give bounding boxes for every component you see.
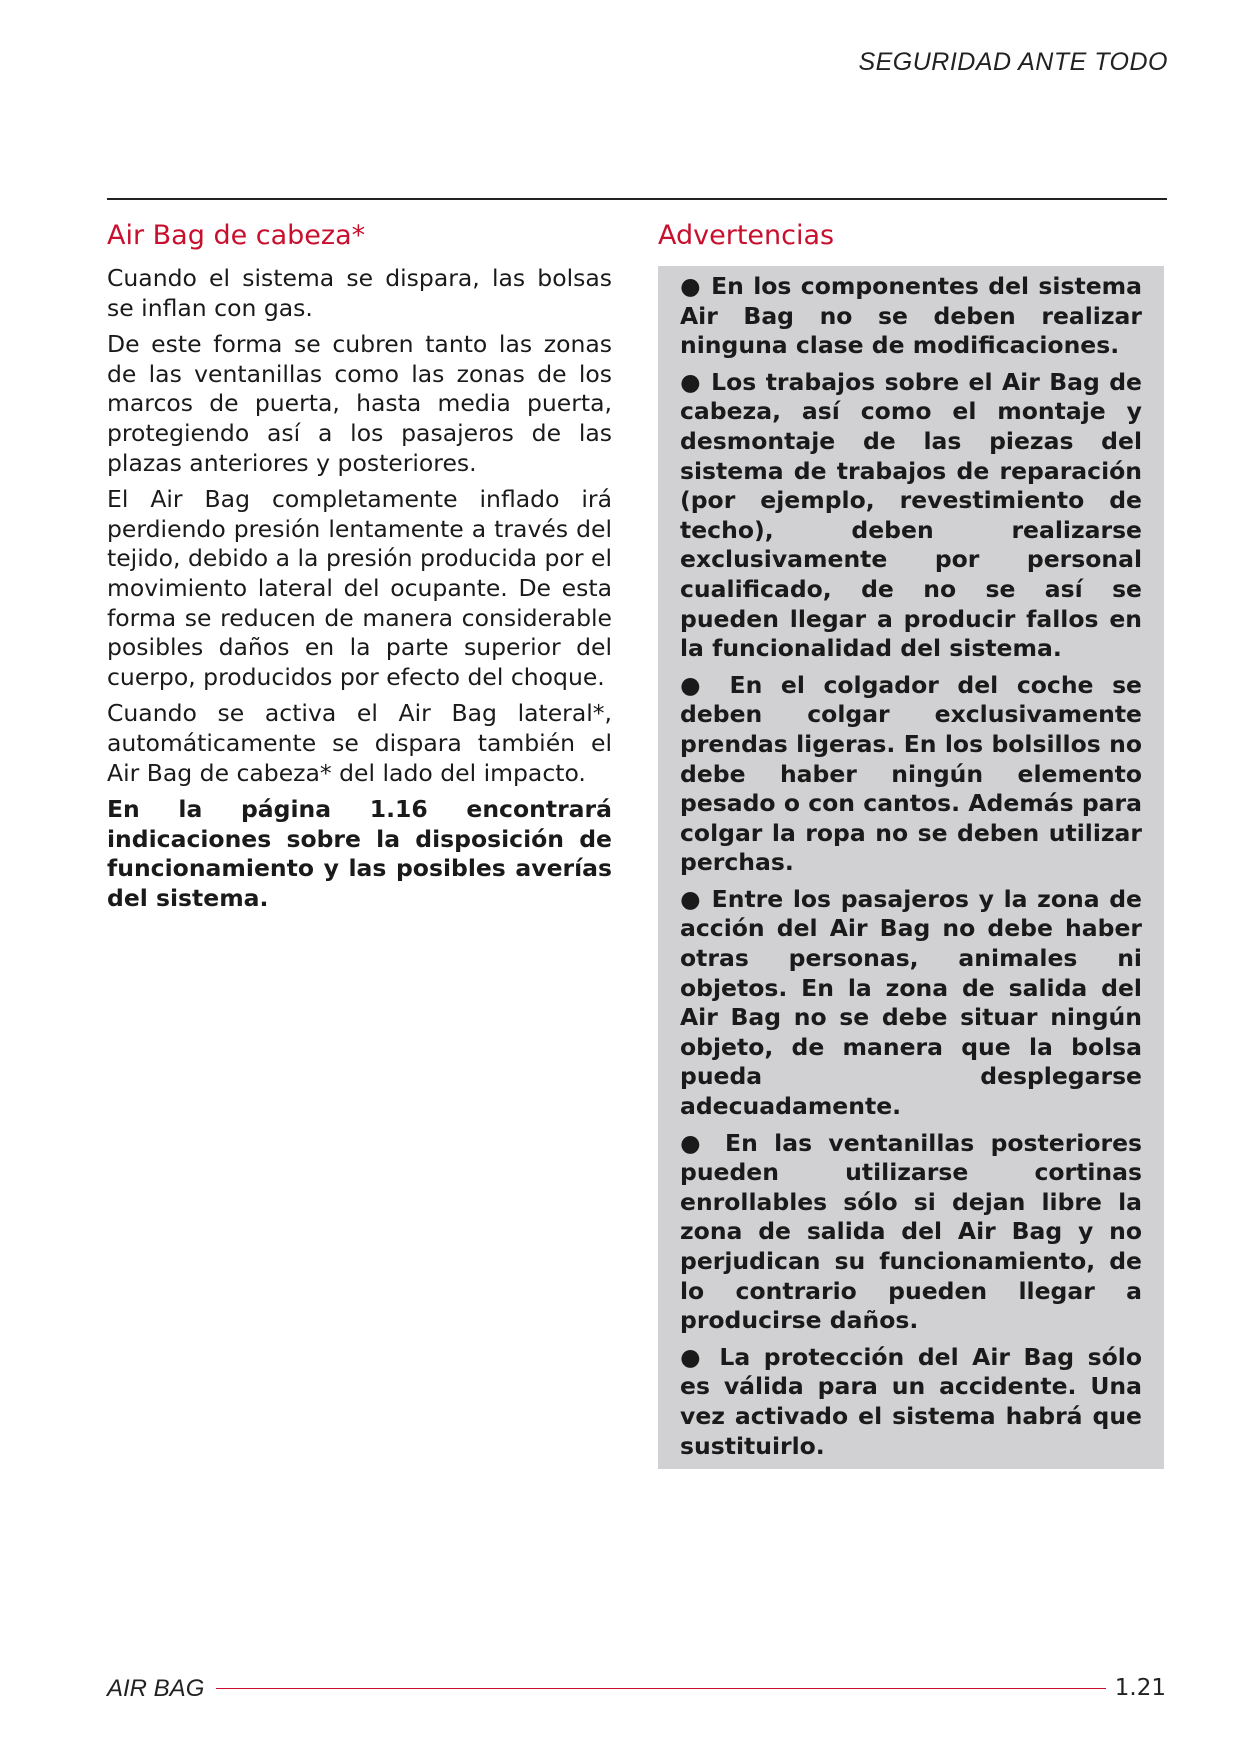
bullet-icon: ● — [680, 670, 711, 699]
bullet-icon: ● — [680, 1128, 709, 1157]
warning-text: Entre los pasajeros y la zona de acción del Air Bag no debe haber otras personas, animales ni objetos. En la zona de salida del Air Bag no se debe situar ningún objeto, de manera que la bolsa pueda desplegarse adecuadamente. — [680, 884, 1142, 1121]
bullet-icon: ● — [680, 367, 702, 396]
paragraph-4: Cuando se activa el Air Bag lateral*, automáticamente se dispara también el Air Bag de cabeza* del lado del impacto. — [107, 699, 612, 787]
warnings-heading: Advertencias — [658, 220, 835, 251]
page-number: 1.21 — [1114, 1675, 1166, 1701]
right-column — [658, 216, 1164, 1469]
running-header: SEGURIDAD ANTE TODO — [858, 48, 1168, 76]
warning-text: En las ventanillas posteriores pueden utilizarse cortinas enrollables sólo si dejan libre la zona de salida del Air Bag y no perjudican su funcionamiento, de lo contrario pueden llegar a producirse daños. — [680, 1128, 1142, 1335]
warning-text: En el colgador del coche se deben colgar exclusivamente prendas ligeras. En los bolsillos no debe haber ningún elemento pesado o con cantos. Además para colgar la ropa no se deben utilizar perchas. — [680, 670, 1142, 877]
left-column — [107, 216, 612, 920]
header-divider — [107, 198, 1167, 200]
page-reference-note: En la página 1.16 encontrará indicaciones sobre la disposición de funcionamiento y las posibles averías del sistema. — [107, 795, 612, 912]
warning-text: En los componentes del sistema Air Bag no se deben realizar ninguna clase de modificaciones. — [680, 272, 1142, 360]
paragraph-1: Cuando el sistema se dispara, las bolsas se inflan con gas. — [107, 264, 612, 322]
warning-box — [658, 266, 1164, 1469]
warning-item — [680, 885, 1142, 1122]
bullet-icon: ● — [680, 884, 702, 913]
warning-text: La protección del Air Bag sólo es válida para un accidente. Una vez activado el sistema habrá que sustituirlo. — [680, 1342, 1142, 1460]
paragraph-2: De este forma se cubren tanto las zonas de las ventanillas como las zonas de los marcos de puerta, hasta media puerta, protegiendo así a los pasajeros de las plazas anteriores y posteriores. — [107, 330, 612, 477]
warning-text: Los trabajos sobre el Air Bag de cabeza, así como el montaje y desmontaje de las piezas del sistema de trabajos de reparación (por ejemplo, revestimiento de techo), deben realizarse exclusivamente por personal cualificado, de no se así se pueden llegar a producir fallos en la funcionalidad del sistema. — [680, 367, 1142, 663]
paragraph-3: El Air Bag completamente inflado irá perdiendo presión lentamente a través del tejido, debido a la presión producida por el movimiento lateral del ocupante. De esta forma se reducen de manera considerable posibles daños en la parte superior del cuerpo, producidos por efecto del choque. — [107, 485, 612, 691]
warning-item — [680, 1343, 1142, 1461]
warning-item — [680, 368, 1142, 664]
warning-item — [680, 671, 1142, 878]
bullet-icon: ● — [680, 272, 702, 300]
warning-item — [680, 1129, 1142, 1336]
head-airbag-heading: Air Bag de cabeza* — [107, 220, 366, 251]
footer-chapter: AIR BAG — [107, 1675, 205, 1702]
warning-item — [680, 272, 1142, 361]
footer-divider — [216, 1688, 1106, 1689]
bullet-icon: ● — [680, 1342, 706, 1371]
